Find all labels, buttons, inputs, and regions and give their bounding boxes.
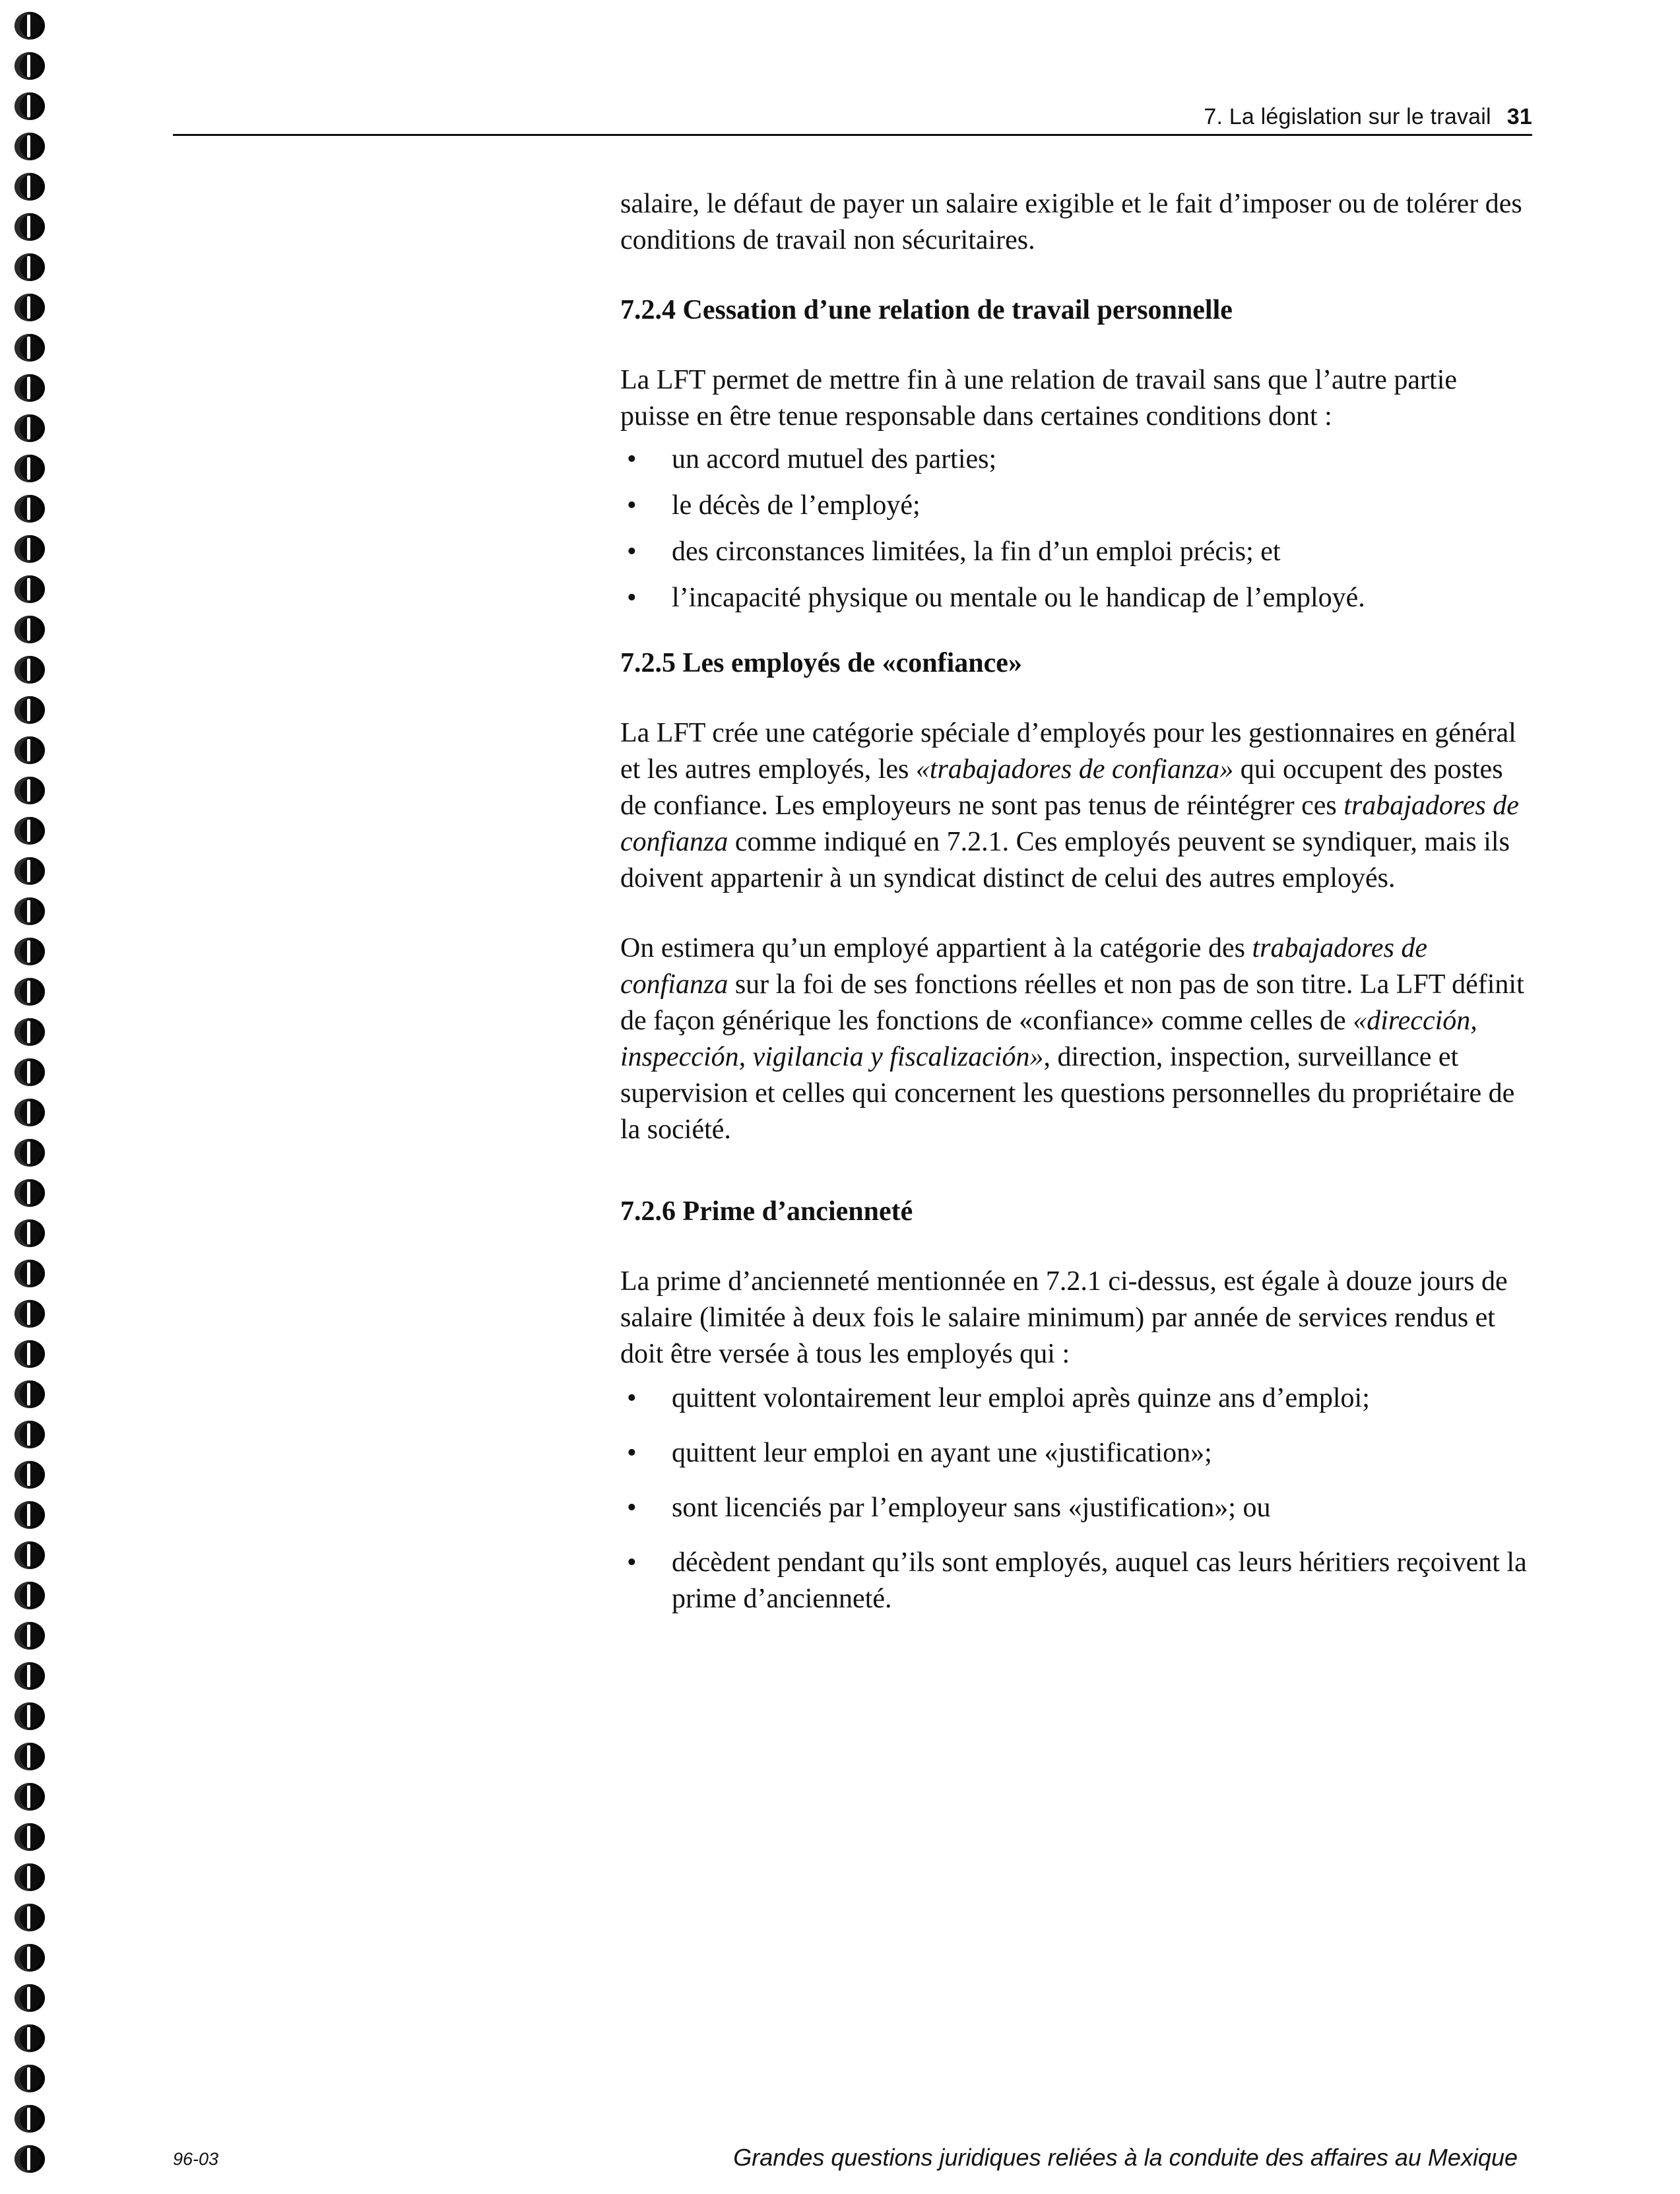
- continuation-paragraph: salaire, le défaut de payer un salaire exigible et le fait d’imposer ou de tolérer des conditions de travail non sécuritaires.: [620, 189, 1522, 255]
- binding-hole: [15, 1018, 45, 1046]
- text-run-italic: trabajadores de confianza: [620, 933, 1428, 1000]
- binding-hole: [15, 736, 45, 764]
- binding-hole: [15, 1662, 45, 1690]
- section-724-intro: La LFT permet de mettre fin à une relation de travail sans que l’autre partie puisse en être tenue responsable dans certaines conditions dont :: [620, 365, 1458, 432]
- binding-hole: [15, 1421, 45, 1448]
- binding-hole: [15, 696, 45, 724]
- section-726-intro: La prime d’ancienneté mentionnée en 7.2.1 ci-dessus, est égale à douze jours de salaire (limitée à deux fois le salaire minimum) par année de services rendus et doit être versée à tous les employés qui :: [620, 1266, 1508, 1369]
- binding-hole: [15, 535, 45, 563]
- binding-hole: [15, 897, 45, 925]
- binding-hole: [15, 1501, 45, 1529]
- text-run-italic: trabajadores de confianza: [620, 790, 1519, 857]
- binding-hole: [15, 1179, 45, 1207]
- binding-hole: [15, 1139, 45, 1167]
- text-run: comme indiqué en 7.2.1. Ces employés peuvent se syndiquer, mais ils doivent appartenir à un syndicat distinct de celui des autres employés.: [620, 827, 1510, 893]
- binding-hole: [15, 1783, 45, 1811]
- header-rule: [173, 134, 1532, 136]
- binding-holes: [15, 12, 48, 2183]
- binding-hole: [15, 1340, 45, 1368]
- text-run: sur la foi de ses fonctions réelles et non pas de son titre. La LFT définit de façon générique les fonctions de «confiance» comme celles de: [620, 969, 1524, 1036]
- list-item: • l’incapacité physique ou mentale ou le handicap de l’employé.: [620, 580, 1532, 616]
- binding-hole: [15, 1743, 45, 1770]
- section-725-paragraph-2: [620, 930, 1532, 1148]
- binding-hole: [15, 1461, 45, 1489]
- list-item: • des circonstances limitées, la fin d’un emploi précis; et: [620, 534, 1532, 570]
- binding-hole: [15, 133, 45, 160]
- binding-hole: [15, 374, 45, 402]
- text-run-italic: «dirección, inspección, vigilancia y fiscalización»: [620, 1006, 1477, 1072]
- text-run: La LFT crée une catégorie spéciale d’employés pour les gestionnaires en général et les autres employés, les: [620, 718, 1516, 785]
- section-726-list: [620, 1380, 1532, 1617]
- binding-hole: [15, 656, 45, 684]
- binding-hole: [15, 2024, 45, 2052]
- binding-hole: [15, 1702, 45, 1730]
- binding-hole: [15, 1823, 45, 1851]
- binding-hole: [15, 1904, 45, 1931]
- binding-hole: [15, 52, 45, 80]
- binding-hole: [15, 616, 45, 643]
- binding-hole: [15, 1944, 45, 1972]
- binding-hole: [15, 938, 45, 965]
- binding-hole: [15, 2145, 45, 2173]
- list-item: • sont licenciés par l’employeur sans «justification»; ou: [620, 1490, 1532, 1526]
- list-item: • quittent leur emploi en ayant une «justification»;: [620, 1435, 1532, 1471]
- binding-hole: [15, 414, 45, 442]
- binding-hole: [15, 2105, 45, 2133]
- binding-hole: [15, 213, 45, 241]
- binding-hole: [15, 1622, 45, 1650]
- binding-hole: [15, 12, 45, 40]
- text-run-italic: «trabajadores de confianza»: [915, 754, 1234, 785]
- binding-hole: [15, 1058, 45, 1086]
- list-item: • le décès de l’employé;: [620, 488, 1532, 524]
- binding-hole: [15, 857, 45, 885]
- binding-hole: [15, 777, 45, 804]
- binding-hole: [15, 1099, 45, 1126]
- section-heading-725: 7.2.5 Les employés de «confiance»: [620, 648, 1022, 678]
- binding-hole: [15, 575, 45, 603]
- publication-title: Grandes questions juridiques reliées à la conduite des affaires au Mexique: [733, 2144, 1518, 2171]
- binding-hole: [15, 334, 45, 362]
- binding-hole: [15, 1260, 45, 1287]
- binding-hole: [15, 817, 45, 845]
- page-number: 31: [1506, 104, 1532, 129]
- list-item: • décèdent pendant qu’ils sont employés, auquel cas leurs héritiers reçoivent la prime d’ancienneté.: [620, 1545, 1532, 1617]
- section-725-paragraph-1: [620, 715, 1532, 897]
- section-heading-726: 7.2.6 Prime d’ancienneté: [620, 1196, 913, 1227]
- text-run: , direction, inspection, surveillance et supervision et celles qui concernent les questions personnelles du propriétaire de la société.: [620, 1042, 1515, 1145]
- binding-hole: [15, 1582, 45, 1609]
- binding-hole: [15, 1984, 45, 2012]
- document-code: 96-03: [173, 2149, 219, 2169]
- text-run: qui occupent des postes de confiance. Les employeurs ne sont pas tenus de réintégrer ces: [620, 754, 1503, 821]
- page-body: [620, 186, 1532, 1617]
- running-header: [957, 104, 1532, 130]
- binding-hole: [15, 92, 45, 120]
- binding-hole: [15, 294, 45, 321]
- binding-hole: [15, 1541, 45, 1569]
- binding-hole: [15, 1863, 45, 1891]
- section-724-list: [620, 441, 1532, 616]
- binding-hole: [15, 455, 45, 482]
- list-item: • quittent volontairement leur emploi après quinze ans d’emploi;: [620, 1380, 1532, 1417]
- binding-hole: [15, 495, 45, 523]
- binding-hole: [15, 253, 45, 281]
- binding-hole: [15, 1380, 45, 1408]
- chapter-title: 7. La législation sur le travail: [1204, 104, 1491, 129]
- binding-hole: [15, 978, 45, 1006]
- binding-hole: [15, 173, 45, 201]
- binding-hole: [15, 1219, 45, 1247]
- binding-hole: [15, 2065, 45, 2092]
- binding-hole: [15, 1300, 45, 1328]
- list-item: • un accord mutuel des parties;: [620, 441, 1532, 478]
- text-run: On estimera qu’un employé appartient à la catégorie des: [620, 933, 1252, 963]
- section-heading-724: 7.2.4 Cessation d’une relation de travail personnelle: [620, 295, 1233, 325]
